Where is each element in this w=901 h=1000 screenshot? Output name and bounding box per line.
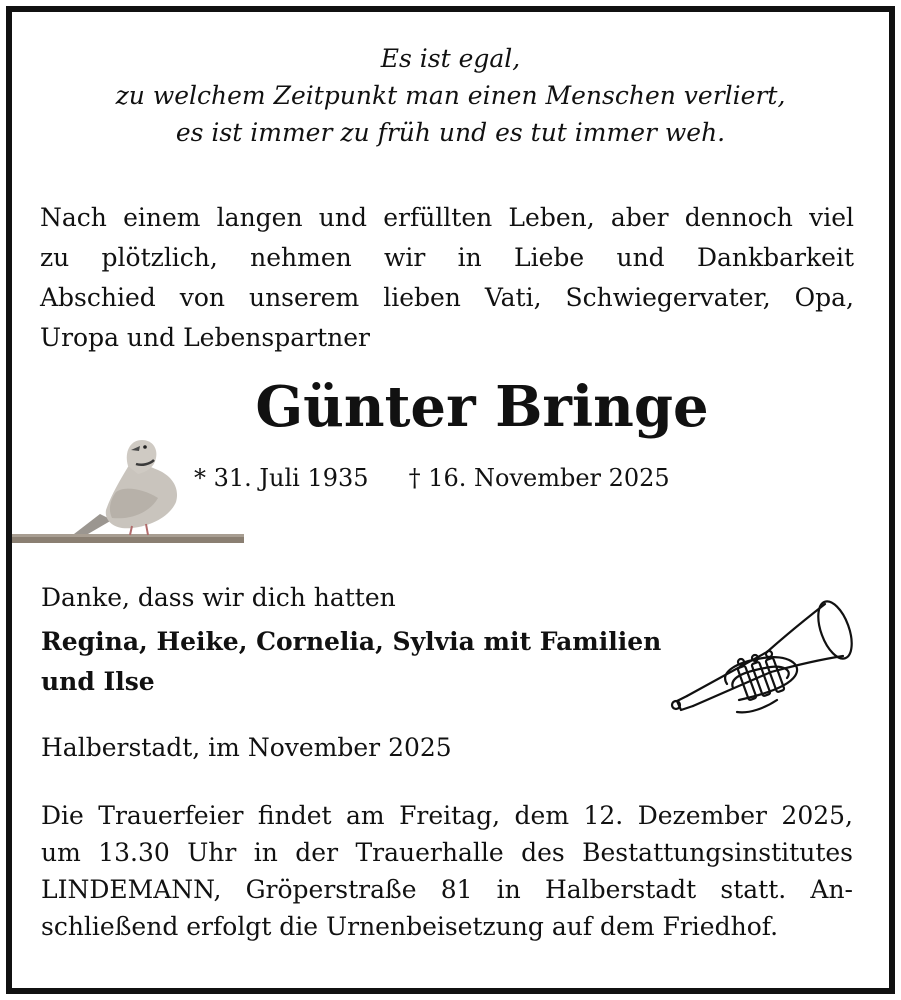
motto-verse — [12, 40, 889, 151]
motto-line: zu welchem Zeitpunkt man einen Menschen verliert, — [115, 81, 786, 110]
thanks-line: Danke, dass wir dich hatten — [41, 583, 396, 612]
intro-paragraph — [40, 198, 854, 358]
family-line: Regina, Heike, Cornelia, Sylvia mit Familien — [41, 627, 662, 656]
ceremony-line: Die Trauerfeier findet am Freitag, dem 12. Dezember 2025, — [41, 801, 853, 830]
intro-line: zu plötzlich, nehmen wir in Liebe und Dankbarkeit — [40, 243, 854, 272]
ceremony-line: um 13.30 Uhr in der Trauerhalle des Bestattungsinstitutes — [41, 838, 853, 867]
motto-line: es ist immer zu früh und es tut immer weh. — [175, 118, 726, 147]
deceased-name: Günter Bringe — [255, 374, 709, 440]
obituary-notice — [6, 6, 895, 994]
death-date: † 16. November 2025 — [408, 464, 670, 492]
birth-date: * 31. Juli 1935 — [194, 464, 369, 492]
life-dates — [194, 462, 670, 494]
family-names — [41, 622, 661, 702]
intro-line: Uropa und Lebenspartner — [40, 323, 370, 352]
trumpet-icon — [667, 592, 857, 737]
ceremony-paragraph — [41, 797, 853, 945]
intro-line: Nach einem langen und erfüllten Leben, aber dennoch viel — [40, 203, 854, 232]
intro-line: Abschied von unserem lieben Vati, Schwiegervater, Opa, — [40, 283, 854, 312]
place-date: Halberstadt, im November 2025 — [41, 733, 452, 762]
family-line: und Ilse — [41, 667, 155, 696]
motto-line: Es ist egal, — [380, 44, 521, 73]
ceremony-line: LINDEMANN, Gröperstraße 81 in Halberstadt statt. An- — [41, 875, 853, 904]
ceremony-line: schließend erfolgt die Urnenbeisetzung auf dem Friedhof. — [41, 912, 779, 941]
